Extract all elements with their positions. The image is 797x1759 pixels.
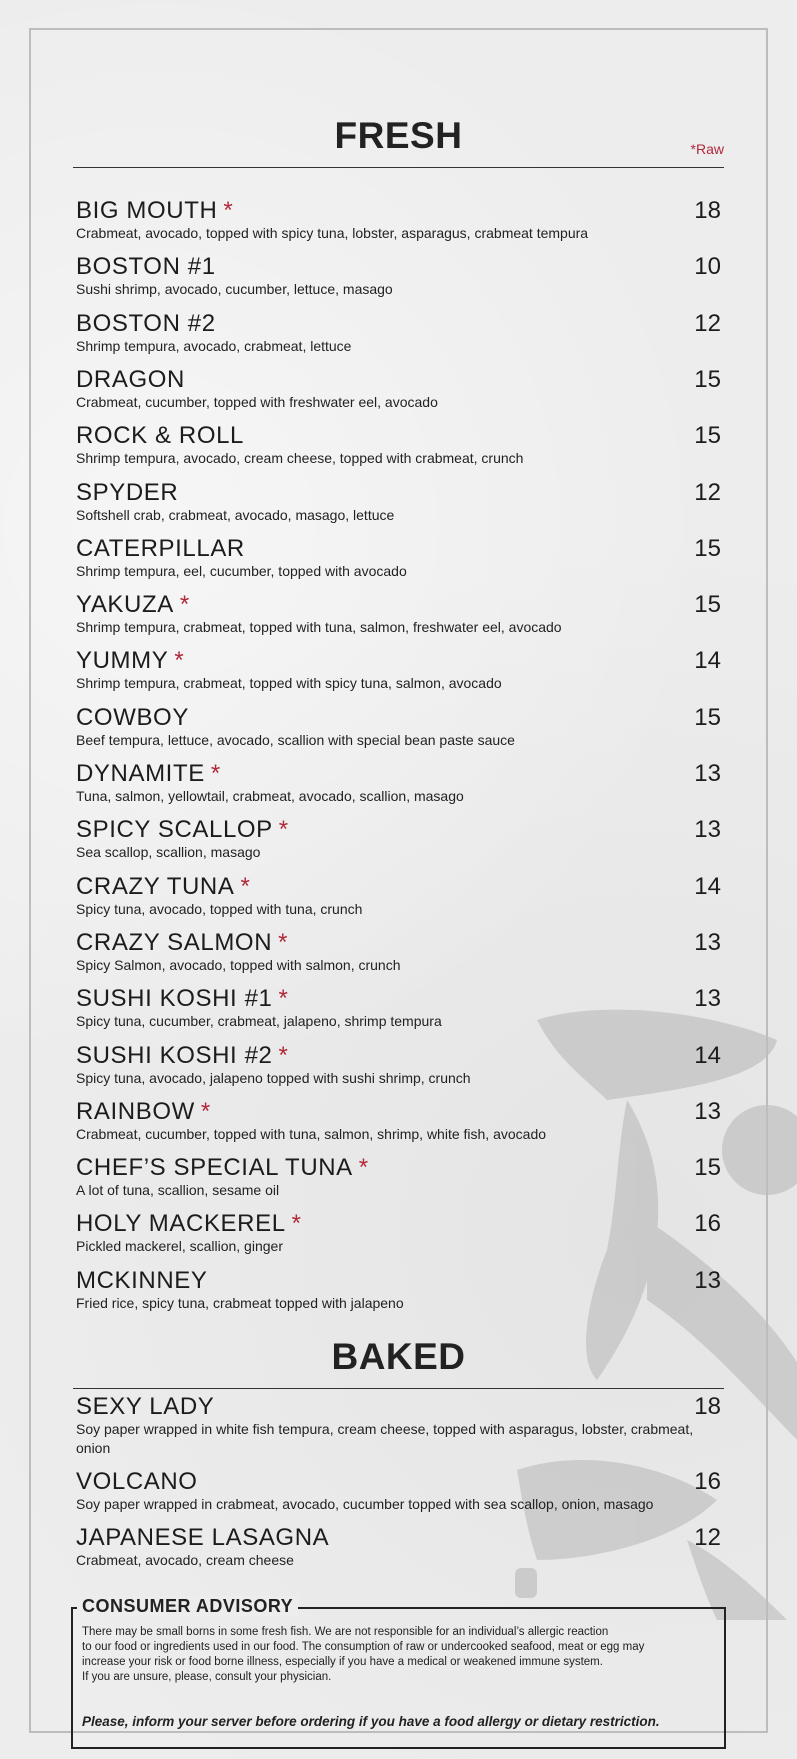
raw-marker: * [358,1154,369,1182]
item-name [76,1524,721,1552]
item-price: 14 [694,872,721,900]
item-price: 13 [694,928,721,956]
item-price: 13 [694,760,721,787]
item-price: 10 [694,253,721,281]
item-name-text: SPYDER [76,478,179,506]
menu-item [76,366,721,412]
item-name [76,422,721,450]
item-name-text: MCKINNEY [76,1266,208,1294]
item-description: Sea scallop, scallion, masago [76,844,261,861]
consumer-advisory-box [71,1596,726,1749]
item-price: 12 [694,1524,721,1551]
menu-item [76,1393,721,1458]
menu-item [76,647,721,693]
menu-item [76,929,721,975]
baked-section-header [73,1336,724,1389]
menu-item [76,1468,721,1514]
raw-marker: * [278,816,289,844]
item-name-text: COWBOY [76,703,189,731]
item-description: Tuna, salmon, yellowtail, crabmeat, avocado, scallion, masago [76,788,464,804]
item-description: Softshell crab, crabmeat, avocado, masago, lettuce [76,506,395,523]
item-name-text: SEXY LADY [76,1393,215,1420]
item-description: Soy paper wrapped in crabmeat, avocado, cucumber topped with sea scallop, onion, masago [76,1496,654,1512]
item-name [76,1098,721,1126]
raw-legend: *Raw [690,141,724,157]
item-name-text: CRAZY TUNA [76,872,235,900]
item-name-text: CATERPILLAR [76,534,245,562]
item-price: 13 [694,985,721,1013]
item-description: Shrimp tempura, eel, cucumber, topped with avocado [76,562,407,579]
item-name [76,310,721,338]
item-price: 15 [694,365,721,393]
raw-marker: * [223,197,234,224]
item-description: Shrimp tempura, crabmeat, topped with tuna, salmon, freshwater eel, avocado [76,619,562,636]
item-name-text: ROCK & ROLL [76,422,244,450]
menu-item [76,310,721,356]
item-name-text: SPICY SCALLOP [76,816,273,844]
item-description: Spicy tuna, cucumber, crabmeat, jalapeno, shrimp tempura [76,1013,442,1030]
item-price: 18 [694,1393,721,1420]
advisory-line: There may be small borns in some fresh fish. We are not responsible for an individual’s allergic reaction [82,1626,609,1638]
item-price: 14 [694,647,721,675]
item-description: A lot of tuna, scallion, sesame oil [76,1182,280,1199]
item-description: Beef tempura, lettuce, avocado, scallion with special bean paste sauce [76,731,515,748]
item-description: Spicy tuna, avocado, topped with tuna, crunch [76,900,363,917]
item-price: 16 [694,1468,721,1495]
item-description: Spicy tuna, avocado, jalapeno topped with sushi shrimp, crunch [76,1069,471,1086]
item-name-text: DYNAMITE [76,760,205,787]
item-price: 16 [694,1210,721,1238]
item-name [76,1267,721,1295]
menu-item [76,1524,721,1570]
item-name-text: CHEF’S SPECIAL TUNA [76,1154,353,1182]
item-price: 13 [694,816,721,844]
menu-item [76,535,721,581]
raw-marker: * [291,1210,302,1238]
advisory-line: to our food or ingredients used in our food. The consumption of raw or undercooked seafood, meat or egg may [82,1641,645,1653]
item-name-text: BIG MOUTH [76,197,218,224]
item-price: 18 [694,197,721,224]
item-name-text: CRAZY SALMON [76,928,273,956]
item-name-text: RAINBOW [76,1097,195,1125]
item-description: Crabmeat, avocado, cream cheese [76,1552,294,1568]
menu-item [76,704,721,750]
item-name-text: VOLCANO [76,1468,198,1495]
fresh-title: FRESH [334,115,463,156]
item-name [76,1210,721,1238]
raw-marker: * [200,1097,211,1125]
baked-title: BAKED [331,1336,466,1377]
item-description: Spicy Salmon, avocado, topped with salmon, crunch [76,956,401,973]
item-description: Shrimp tempura, avocado, crabmeat, lettuce [76,337,352,354]
menu-item [76,1267,721,1313]
item-description: Soy paper wrapped in white fish tempura, cream cheese, topped with asparagus, lobster, crabmeat, onion [76,1421,694,1456]
item-name [76,816,721,844]
item-description: Crabmeat, cucumber, topped with tuna, salmon, shrimp, white fish, avocado [76,1125,547,1142]
item-name-text: HOLY MACKEREL [76,1210,286,1238]
item-name-text: SUSHI KOSHI #1 [76,985,273,1013]
item-description: Sushi shrimp, avocado, cucumber, lettuce, masago [76,281,393,298]
raw-marker: * [278,1041,289,1069]
item-name [76,873,721,901]
item-description: Fried rice, spicy tuna, crabmeat topped with jalapeno [76,1294,404,1311]
raw-marker: * [240,872,251,900]
raw-marker: * [179,591,190,619]
seal-stamp-icon [515,1568,537,1598]
item-description: Pickled mackerel, scallion, ginger [76,1238,283,1255]
menu-item [76,760,721,806]
item-price: 15 [694,591,721,619]
item-name-text: JAPANESE LASAGNA [76,1524,330,1551]
item-name [76,479,721,507]
item-price: 15 [694,534,721,562]
fresh-section-header [73,115,724,168]
item-description: Crabmeat, avocado, topped with spicy tuna, lobster, asparagus, crabmeat tempura [76,225,589,241]
raw-marker: * [278,928,289,956]
menu-item [76,873,721,919]
item-name [76,985,721,1013]
menu-item [76,985,721,1031]
menu-item [76,253,721,299]
item-price: 15 [694,1154,721,1182]
menu-item [76,591,721,637]
menu-item [76,479,721,525]
item-description: Crabmeat, cucumber, topped with freshwater eel, avocado [76,393,438,410]
advisory-line: increase your risk or food borne illness, especially if you have a medical or weakened immune system. [82,1656,603,1668]
item-name [76,647,721,675]
item-name-text: DRAGON [76,365,185,393]
item-price: 12 [694,478,721,506]
item-name [76,704,721,732]
item-name [76,1154,721,1182]
item-name [76,366,721,394]
raw-marker: * [210,760,221,787]
raw-marker: * [174,647,185,675]
menu-item [76,1210,721,1256]
menu-item [76,816,721,862]
item-name [76,1042,721,1070]
item-price: 13 [694,1266,721,1294]
advisory-title: CONSUMER ADVISORY [77,1596,298,1617]
menu-item [76,197,721,243]
item-description: Shrimp tempura, crabmeat, topped with spicy tuna, salmon, avocado [76,675,502,692]
raw-marker: * [278,985,289,1013]
item-name [76,535,721,563]
item-price: 12 [694,309,721,337]
advisory-text [82,1625,712,1685]
menu-item [76,1154,721,1200]
item-name [76,929,721,957]
item-price: 14 [694,1041,721,1069]
item-description: Shrimp tempura, avocado, cream cheese, topped with crabmeat, crunch [76,450,524,467]
item-name-text: YAKUZA [76,591,174,619]
item-name [76,1468,721,1496]
item-price: 15 [694,422,721,450]
allergy-notice: Please, inform your server before ordering if you have a food allergy or dietary restriction. [82,1714,660,1729]
item-name-text: BOSTON #1 [76,253,216,281]
advisory-line: If you are unsure, please, consult your physician. [82,1671,332,1683]
item-name-text: SUSHI KOSHI #2 [76,1041,273,1069]
item-price: 13 [694,1097,721,1125]
menu-item [76,422,721,468]
item-name-text: BOSTON #2 [76,309,216,337]
item-name [76,760,721,788]
item-name [76,253,721,281]
item-name [76,1393,721,1421]
item-name [76,197,721,225]
menu-item [76,1042,721,1088]
item-price: 15 [694,703,721,731]
item-name-text: YUMMY [76,647,169,675]
menu-item [76,1098,721,1144]
item-name [76,591,721,619]
